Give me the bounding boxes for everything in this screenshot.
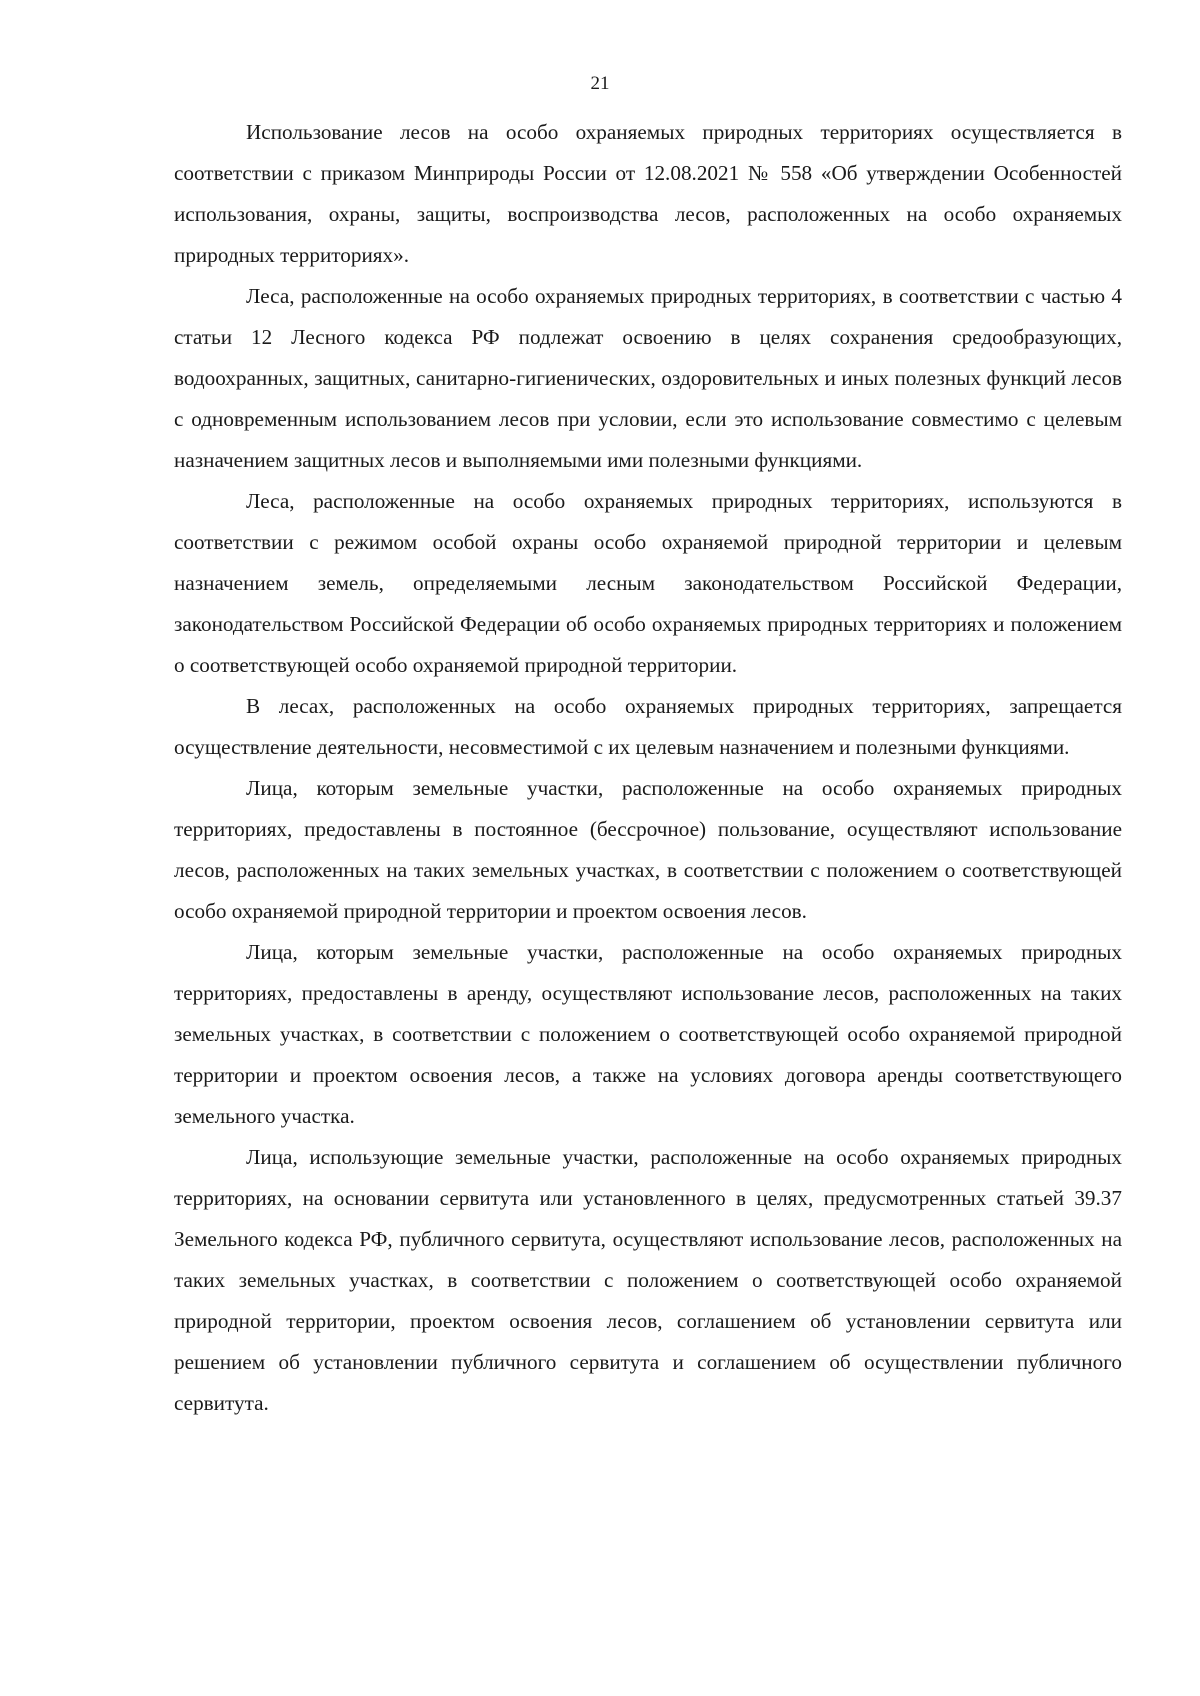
page-number: 21 <box>590 73 610 94</box>
paragraph: Лица, использующие земельные участки, расположенные на особо охраняемых природных территориях, на основании сервитута или установленного в целях, предусмотренных статьей 39.37 Земельного кодекса РФ, публичного сервитута, осуществляют использование лесов, расположенных на таких земельных участках, в соответствии с положением о соответствующей особо охраняемой природной территории, проектом освоения лесов, соглашением об установлении сервитута или решением об установлении публичного сервитута и соглашением об осуществлении публичного сервитута. <box>174 1145 1122 1415</box>
body-text <box>174 112 1122 1424</box>
paragraph: Лица, которым земельные участки, расположенные на особо охраняемых природных территориях, предоставлены в аренду, осуществляют использование лесов, расположенных на таких земельных участках, в соответствии с положением о соответствующей особо охраняемой природной территории и проектом освоения лесов, а также на условиях договора аренды соответствующего земельного участка. <box>174 940 1122 1128</box>
paragraph: Леса, расположенные на особо охраняемых природных территориях, в соответствии с частью 4 статьи 12 Лесного кодекса РФ подлежат освоению в целях сохранения средообразующих, водоохранных, защитных, санитарно-гигиенических, оздоровительных и иных полезных функций лесов с одновременным использованием лесов при условии, если это использование совместимо с целевым назначением защитных лесов и выполняемыми ими полезными функциями. <box>174 284 1122 472</box>
paragraph: Использование лесов на особо охраняемых природных территориях осуществляется в соответствии с приказом Минприроды России от 12.08.2021 № 558 «Об утверждении Особенностей использования, охраны, защиты, воспроизводства лесов, расположенных на особо охраняемых природных территориях». <box>174 120 1122 267</box>
paragraph: Лица, которым земельные участки, расположенные на особо охраняемых природных территориях, предоставлены в постоянное (бессрочное) пользование, осуществляют использование лесов, расположенных на таких земельных участках, в соответствии с положением о соответствующей особо охраняемой природной территории и проектом освоения лесов. <box>174 776 1122 923</box>
paragraph: В лесах, расположенных на особо охраняемых природных территориях, запрещается осуществление деятельности, несовместимой с их целевым назначением и полезными функциями. <box>174 694 1122 759</box>
paragraph: Леса, расположенные на особо охраняемых природных территориях, используются в соответствии с режимом особой охраны особо охраняемой природной территории и целевым назначением земель, определяемыми лесным законодательством Российской Федерации, законодательством Российской Федерации об особо охраняемых природных территориях и положением о соответствующей особо охраняемой природной территории. <box>174 489 1122 677</box>
